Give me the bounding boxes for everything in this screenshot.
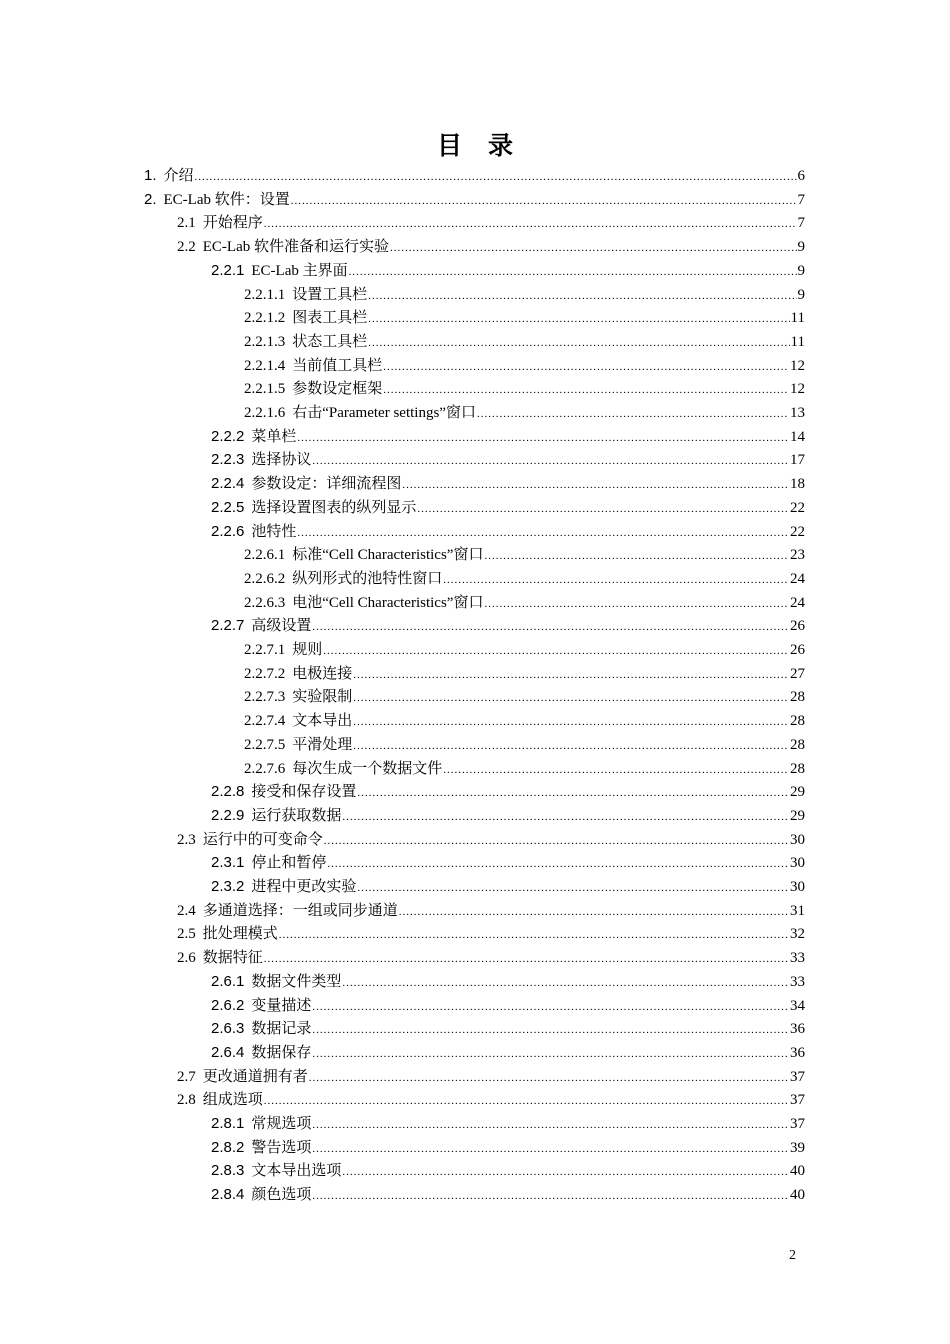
toc-entry-title: 参数设定：详细流程图 (251, 476, 402, 493)
toc-dot-leader (264, 948, 789, 970)
toc-dot-leader (443, 759, 789, 781)
toc-dot-leader (357, 782, 789, 804)
toc-entry-number: 2.2.1.6 (244, 405, 286, 421)
toc-dot-leader (323, 640, 789, 662)
toc-entry-title: 接受和保存设置 (251, 784, 357, 801)
page-title: 目录 (436, 131, 539, 160)
toc-entry-number: 2.2.2 (211, 427, 245, 445)
toc-dot-leader (353, 687, 789, 709)
toc-entry-number: 2.8.1 (211, 1115, 245, 1132)
toc-dot-leader (390, 237, 797, 259)
toc-entry-title: 警告选项 (251, 1139, 312, 1156)
toc-dot-leader (312, 996, 789, 1018)
toc-entry-number: 2.2.3 (211, 451, 245, 469)
toc-entry[interactable] (244, 355, 805, 377)
toc-entry-number: 2.8.2 (211, 1138, 245, 1156)
toc-entry-number: 2.2.6.3 (244, 594, 286, 611)
toc-dot-leader (353, 711, 789, 733)
toc-dot-leader (443, 569, 789, 591)
toc-entry-page: 30 (790, 831, 805, 848)
toc-entry[interactable] (177, 236, 805, 258)
page-number: 2 (789, 1248, 796, 1263)
toc-entry-title: 常规选项 (251, 1116, 312, 1132)
toc-entry[interactable] (211, 852, 805, 874)
toc-entry-title: 数据记录 (251, 1021, 312, 1038)
toc-entry-page: 36 (790, 1021, 805, 1038)
toc-entry[interactable] (144, 189, 805, 211)
toc-entry-page: 17 (790, 452, 805, 469)
toc-entry[interactable] (211, 971, 805, 993)
toc-entry[interactable] (244, 544, 805, 566)
toc-entry[interactable] (211, 1042, 805, 1064)
toc-entry[interactable] (177, 923, 805, 945)
toc-entry-title: 运行获取数据 (251, 807, 342, 824)
toc-entry[interactable] (211, 473, 805, 495)
toc-dot-leader (291, 190, 797, 212)
toc-entry-number: 2.2.6.1 (244, 547, 286, 564)
toc-entry-number: 2.2.1.3 (244, 333, 286, 350)
toc-dot-leader (312, 616, 789, 638)
toc-entry-page: 31 (790, 902, 805, 919)
toc-entry-title: 数据保存 (251, 1044, 312, 1061)
toc-entry[interactable] (211, 1137, 805, 1159)
toc-dot-leader (484, 545, 789, 567)
toc-dot-leader (279, 924, 789, 946)
toc-entry-page: 26 (790, 642, 805, 658)
toc-entry-title: 电极连接 (292, 665, 353, 682)
toc-entry-number: 2.2.9 (211, 806, 245, 824)
toc-entry-title: 组成选项 (202, 1092, 263, 1109)
toc-entry-page: 37 (790, 1116, 805, 1132)
toc-dot-leader (417, 498, 789, 520)
toc-entry[interactable] (177, 1066, 805, 1088)
toc-entry-number: 2.7 (177, 1068, 196, 1085)
toc-entry-title: 文本导出选项 (251, 1163, 342, 1180)
toc-entry-title: 数据特征 (202, 950, 263, 967)
toc-entry[interactable] (244, 734, 805, 756)
toc-entry[interactable] (244, 686, 805, 708)
toc-entry[interactable] (211, 805, 805, 827)
toc-entry-title: 状态工具栏 (292, 333, 368, 350)
toc-dot-leader (399, 901, 789, 923)
toc-entry-title: 标准“Cell Characteristics”窗口 (292, 547, 484, 564)
toc-entry[interactable] (177, 829, 805, 851)
toc-dot-leader (484, 593, 789, 615)
toc-entry-number: 2.1 (177, 215, 196, 232)
toc-entry-title: 选择协议 (251, 452, 312, 469)
toc-entry-page: 30 (790, 879, 805, 895)
toc-entry-title: 右击“Parameter settings”窗口 (292, 405, 476, 421)
toc-entry-page: 11 (790, 310, 805, 327)
toc-dot-leader (349, 261, 797, 283)
toc-entry-number: 2.3 (177, 831, 196, 848)
toc-entry-number: 2.6.4 (211, 1043, 245, 1061)
toc-entry-number: 2.6.2 (211, 996, 245, 1014)
toc-entry-page: 28 (790, 689, 805, 706)
toc-dot-leader (312, 1185, 789, 1207)
toc-entry-number: 2.2.7.4 (244, 713, 286, 730)
toc-entry[interactable] (177, 900, 805, 922)
toc-entry-number: 2.2.4 (211, 475, 245, 493)
toc-entry[interactable] (244, 639, 805, 661)
toc-entry[interactable] (177, 1089, 805, 1111)
toc-entry-number: 2.2.7.1 (244, 642, 286, 658)
toc-dot-leader (342, 972, 789, 994)
toc-entry-number: 2.3.1 (211, 854, 245, 872)
toc-entry-page: 18 (790, 476, 805, 493)
toc-entry-title: 开始程序 (202, 215, 263, 232)
toc-entry[interactable] (177, 212, 805, 234)
toc-entry-title: 纵列形式的池特性窗口 (292, 570, 443, 587)
toc-entry[interactable] (211, 1018, 805, 1040)
toc-entry[interactable] (244, 568, 805, 590)
toc-dot-leader (383, 356, 789, 378)
toc-dot-leader (312, 1138, 789, 1160)
toc-entry-title: 多通道选择：一组或同步通道 (202, 902, 398, 919)
toc-entry-title: 进程中更改实验 (251, 879, 357, 895)
toc-dot-leader (312, 1043, 789, 1065)
toc-entry[interactable] (144, 165, 805, 187)
toc-entry[interactable] (211, 449, 805, 471)
toc-entry-number: 2.2.1.5 (244, 381, 286, 398)
toc-entry-title: 运行中的可变命令 (202, 831, 323, 848)
toc-entry[interactable] (244, 663, 805, 685)
toc-entry-number: 2.2.7.5 (244, 736, 286, 753)
toc-entry-number: 2.5 (177, 926, 196, 943)
toc-entry-page: 24 (790, 570, 805, 587)
toc-entry-page: 12 (790, 357, 805, 374)
toc-entry-number: 2.6 (177, 950, 196, 967)
toc-entry-title: 规则 (292, 642, 323, 658)
toc-entry-title: 选择设置图表的纵列显示 (251, 499, 417, 516)
toc-entry-page: 9 (797, 262, 805, 279)
toc-entry-title: 文本导出 (292, 713, 353, 730)
toc-entry-title: EC-Lab 软件准备和运行实验 (202, 239, 389, 256)
toc-entry-title: 电池“Cell Characteristics”窗口 (292, 594, 484, 611)
toc-dot-leader (297, 522, 789, 544)
toc-entry-title: 高级设置 (251, 618, 312, 635)
toc-entry-page: 9 (797, 239, 805, 256)
toc-entry[interactable] (211, 260, 805, 282)
toc-entry[interactable] (244, 592, 805, 614)
toc-dot-leader (342, 806, 789, 828)
toc-entry-page: 29 (790, 784, 805, 801)
toc-dot-leader (368, 308, 789, 330)
toc-entry[interactable] (211, 615, 805, 637)
toc-entry-page: 24 (790, 594, 805, 611)
toc-entry[interactable] (244, 331, 805, 353)
toc-entry-number: 2.2.7 (211, 617, 245, 635)
toc-entry-title: EC-Lab 主界面 (251, 262, 348, 279)
toc-dot-leader (477, 403, 789, 425)
toc-dot-leader (368, 285, 796, 307)
toc-entry-title: 实验限制 (292, 689, 353, 706)
toc-entry-title: 当前值工具栏 (292, 357, 383, 374)
toc-entry-page: 27 (790, 665, 805, 682)
toc-entry-page: 13 (790, 405, 805, 421)
toc-dot-leader (324, 830, 789, 852)
toc-entry-number: 2.2.1.4 (244, 357, 286, 374)
toc-entry[interactable] (244, 378, 805, 400)
toc-entry-number: 2. (144, 190, 157, 208)
toc-entry-number: 2.8 (177, 1092, 196, 1109)
toc-entry-page: 33 (790, 950, 805, 967)
toc-entry-page: 37 (790, 1092, 805, 1109)
toc-entry-title: 池特性 (251, 523, 297, 540)
toc-entry-number: 2.2.8 (211, 783, 245, 801)
toc-entry-title: 批处理模式 (202, 926, 278, 943)
toc-entry-page: 12 (790, 381, 805, 398)
toc-dot-leader (195, 166, 797, 188)
toc-dot-leader (342, 1161, 789, 1183)
toc-entry-page: 36 (790, 1044, 805, 1061)
toc-entry[interactable] (211, 497, 805, 519)
toc-entry-page: 7 (797, 215, 805, 232)
toc-entry[interactable] (244, 710, 805, 732)
toc-entry-title: EC-Lab 软件：设置 (163, 191, 290, 208)
toc-entry-title: 平滑处理 (292, 736, 353, 753)
toc-entry-title: 变量描述 (251, 997, 312, 1014)
toc-entry-page: 23 (790, 547, 805, 564)
toc-entry-title: 设置工具栏 (292, 286, 368, 303)
toc-entry-number: 2.2 (177, 239, 196, 256)
toc-entry-page: 22 (790, 499, 805, 516)
toc-entry-page: 32 (790, 926, 805, 943)
toc-entry-page: 28 (790, 713, 805, 730)
toc-dot-leader (353, 664, 789, 686)
toc-entry[interactable] (177, 947, 805, 969)
toc-dot-leader (402, 474, 789, 496)
toc-entry-page: 22 (790, 523, 805, 540)
toc-entry-page: 28 (790, 736, 805, 753)
toc-entry-number: 2.8.3 (211, 1162, 245, 1180)
toc-entry[interactable] (244, 307, 805, 329)
toc-entry-number: 2.4 (177, 902, 196, 919)
toc-entry-number: 2.2.6 (211, 522, 245, 540)
toc-entry[interactable] (211, 521, 805, 543)
toc-entry-number: 2.2.1 (211, 261, 245, 279)
toc-entry-title: 参数设定框架 (292, 381, 383, 398)
toc-dot-leader (309, 1067, 789, 1089)
toc-entry-title: 介绍 (163, 168, 194, 184)
toc-entry[interactable] (211, 781, 805, 803)
toc-dot-leader (312, 1114, 789, 1136)
toc-entry-page: 39 (790, 1139, 805, 1156)
toc-dot-leader (357, 877, 789, 899)
toc-entry[interactable] (244, 284, 805, 306)
toc-dot-leader (383, 379, 789, 401)
toc-entry[interactable] (211, 995, 805, 1017)
toc-entry-page: 34 (790, 997, 805, 1014)
toc-entry-page: 33 (790, 973, 805, 990)
toc-entry-number: 2.3.2 (211, 878, 245, 895)
toc-entry-number: 2.2.5 (211, 498, 245, 516)
toc-entry-number: 2.6.3 (211, 1020, 245, 1038)
toc-entry-page: 14 (790, 428, 805, 445)
toc-entry-title: 更改通道拥有者 (202, 1068, 308, 1085)
toc-entry[interactable] (211, 426, 805, 448)
toc-entry-page: 28 (790, 760, 805, 777)
toc-entry-page: 6 (797, 168, 805, 184)
toc-entry-number: 2.2.7.6 (244, 760, 286, 777)
toc-entry[interactable] (244, 758, 805, 780)
toc-entry-page: 40 (790, 1163, 805, 1180)
toc-entry-number: 1. (144, 167, 157, 184)
toc-entry-number: 2.2.7.2 (244, 665, 286, 682)
toc-entry-page: 30 (790, 855, 805, 872)
toc-entry[interactable] (211, 876, 805, 898)
toc-dot-leader (264, 213, 797, 235)
toc-entry-page: 29 (790, 807, 805, 824)
toc-entry-number: 2.6.1 (211, 972, 245, 990)
toc-entry[interactable] (244, 402, 805, 424)
toc-entry-page: 40 (790, 1187, 805, 1204)
toc-dot-leader (327, 853, 789, 875)
toc-entry-number: 2.2.7.3 (244, 689, 286, 706)
toc-entry-page: 11 (790, 333, 805, 350)
toc-entry-title: 颜色选项 (251, 1187, 312, 1204)
toc-entry-title: 数据文件类型 (251, 973, 342, 990)
toc-entry-title: 停止和暂停 (251, 855, 327, 872)
toc-entry[interactable] (211, 1184, 805, 1206)
toc-entry-number: 2.2.1.2 (244, 310, 286, 327)
toc-entry-page: 37 (790, 1068, 805, 1085)
toc-entry-number: 2.8.4 (211, 1186, 245, 1204)
toc-entry-page: 26 (790, 618, 805, 635)
toc-entry-number: 2.2.1.1 (244, 286, 286, 303)
toc-entry-number: 2.2.6.2 (244, 570, 286, 587)
toc-dot-leader (368, 332, 789, 354)
toc-dot-leader (312, 1019, 789, 1041)
toc-entry[interactable] (211, 1160, 805, 1182)
toc-entry-title: 每次生成一个数据文件 (292, 760, 443, 777)
toc-dot-leader (353, 735, 789, 757)
toc-entry-title: 菜单栏 (251, 428, 297, 445)
toc-entry-page: 9 (797, 286, 805, 303)
toc-entry[interactable] (211, 1113, 805, 1135)
toc-dot-leader (312, 450, 789, 472)
toc-dot-leader (264, 1090, 789, 1112)
toc-dot-leader (297, 427, 789, 449)
toc-entry-title: 图表工具栏 (292, 310, 368, 327)
toc-entry-page: 7 (797, 191, 805, 208)
